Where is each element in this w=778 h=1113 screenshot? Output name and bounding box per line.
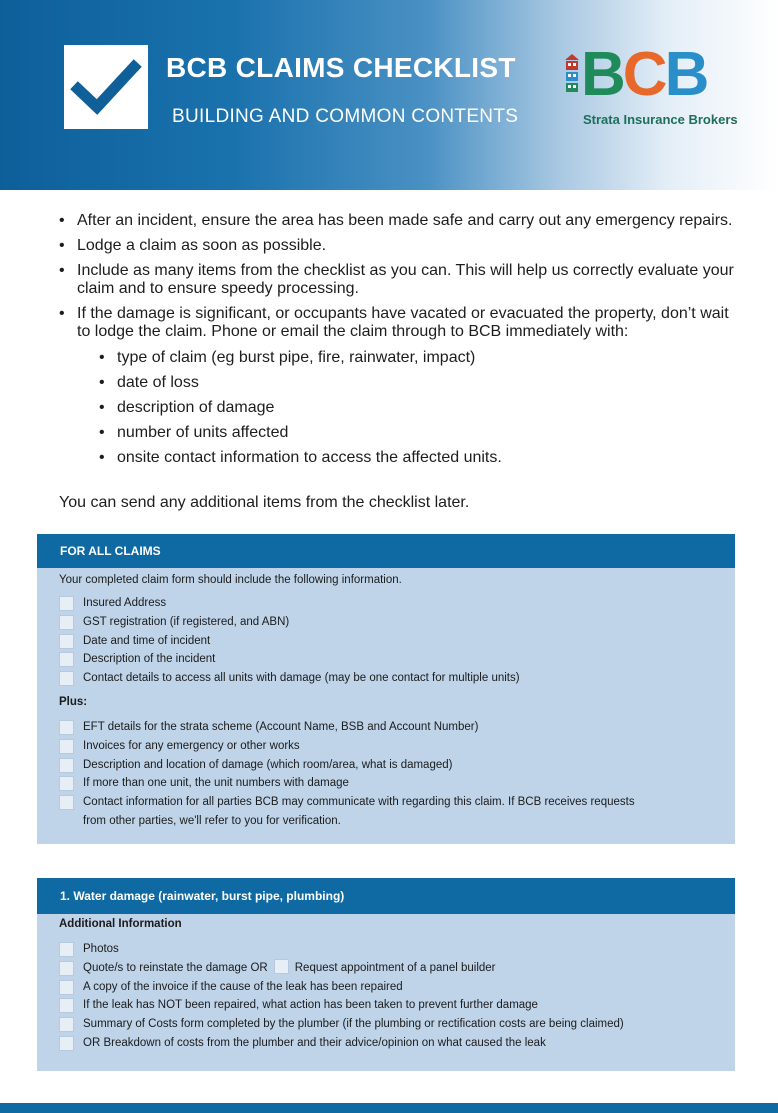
checklist-item[interactable] — [59, 756, 715, 775]
checklist — [59, 594, 715, 688]
checklist-item[interactable] — [59, 1015, 715, 1034]
page-subtitle: BUILDING AND COMMON CONTENTS — [172, 106, 519, 127]
intro-bullet: • Lodge a claim as soon as possible. — [59, 237, 739, 255]
checklist-label: If more than one unit, the unit numbers with damage — [83, 777, 349, 790]
checkbox[interactable] — [59, 980, 74, 995]
checklist-label: Date and time of incident — [83, 634, 211, 647]
checklist-item[interactable] — [59, 718, 715, 737]
checklist-item[interactable] — [59, 978, 715, 997]
checkbox[interactable] — [59, 615, 74, 630]
checklist-label: Summary of Costs form completed by the plumber (if the plumbing or rectification costs are being claimed) — [83, 1018, 624, 1031]
checklist-label: Quote/s to reinstate the damage OR — [83, 961, 268, 974]
checkbox[interactable] — [59, 671, 74, 686]
section-heading: FOR ALL CLAIMS — [37, 534, 735, 568]
intro-sub-bullet: • number of units affected — [99, 424, 739, 442]
logo-letter-b: B — [581, 40, 623, 109]
checklist-label: A copy of the invoice if the cause of the leak has been repaired — [83, 980, 403, 993]
checklist-label: GST registration (if registered, and ABN) — [83, 615, 290, 628]
intro-bullet: • Include as many items from the checklist as you can. This will help us correctly evaluate your claim and to ensure speedy processing. — [59, 262, 739, 298]
checklist-item[interactable] — [59, 650, 715, 669]
checkbox[interactable] — [59, 1017, 74, 1032]
logo-tagline: Strata Insurance Brokers — [583, 112, 738, 127]
intro-bullet-text: If the damage is significant, or occupants have vacated or evacuated the property, don’t wait to lodge the claim. Phone or email the claim through to BCB immediately with: — [77, 305, 729, 340]
checkbox[interactable] — [59, 596, 74, 611]
page-title: BCB CLAIMS CHECKLIST — [166, 52, 516, 83]
checklist-item[interactable] — [59, 613, 715, 632]
additional-info-label: Additional Information — [59, 918, 182, 930]
checklist-item[interactable] — [59, 793, 715, 831]
checkbox[interactable] — [59, 634, 74, 649]
intro-bullet — [59, 305, 739, 467]
section-body — [37, 914, 735, 1053]
house-icon — [565, 54, 579, 94]
section-body — [37, 568, 735, 831]
checklist-label: EFT details for the strata scheme (Account Name, BSB and Account Number) — [83, 720, 479, 733]
checklist-item[interactable] — [59, 996, 715, 1015]
checklist-label: Request appointment of a panel builder — [294, 961, 496, 974]
intro-sub-bullet: • date of loss — [99, 374, 739, 392]
checkbox[interactable] — [59, 758, 74, 773]
checklist-item[interactable] — [59, 1034, 715, 1053]
logo-wordmark — [581, 40, 707, 109]
checklist-label: OR Breakdown of costs from the plumber and their advice/opinion on what caused the leak — [83, 1036, 546, 1049]
checklist-item[interactable] — [59, 959, 715, 978]
checklist-item[interactable] — [59, 737, 715, 756]
water-damage-section — [37, 878, 735, 1071]
intro-outro: You can send any additional items from the checklist later. — [59, 494, 470, 511]
checklist-label: Contact details to access all units with damage (may be one contact for multiple units) — [83, 672, 520, 685]
checkbox[interactable] — [59, 942, 74, 957]
logo-letter-b-second: B — [664, 40, 707, 109]
checklist-label: Description of the incident — [83, 653, 216, 666]
checkbox[interactable] — [59, 998, 74, 1013]
checkbox[interactable] — [59, 776, 74, 791]
intro-sub-bullet: • description of damage — [99, 399, 739, 417]
intro-instructions — [59, 212, 739, 512]
checklist-label: Photos — [83, 943, 119, 955]
panel-builder-checkbox[interactable] — [274, 959, 289, 974]
checklist-item[interactable] — [59, 774, 715, 793]
checklist-item[interactable] — [59, 594, 715, 613]
footer-bar — [0, 1103, 778, 1113]
page-header — [0, 0, 778, 190]
checkbox[interactable] — [59, 739, 74, 754]
intro-bullet-list — [59, 212, 739, 467]
checkbox[interactable] — [59, 961, 74, 976]
checklist-label: Invoices for any emergency or other works — [83, 739, 300, 752]
all-claims-section — [37, 534, 735, 844]
section-heading: 1. Water damage (rainwater, burst pipe, plumbing) — [37, 878, 735, 914]
checklist-item[interactable] — [59, 632, 715, 651]
checklist-label: Insured Address — [83, 597, 167, 609]
logo-letter-c: C — [622, 40, 665, 109]
checklist-item[interactable] — [59, 940, 715, 959]
checkbox[interactable] — [59, 1036, 74, 1051]
checkbox[interactable] — [59, 652, 74, 667]
plus-label: Plus: — [59, 695, 88, 708]
checklist-label: If the leak has NOT been repaired, what action has been taken to prevent further damage — [83, 999, 538, 1012]
bcb-logo — [565, 40, 738, 130]
checklist — [59, 940, 715, 1053]
plus-checklist — [59, 718, 715, 831]
section-intro: Your completed claim form should include the following information. — [59, 574, 402, 586]
checkbox[interactable] — [59, 795, 74, 810]
checklist-label: Description and location of damage (which room/area, what is damaged) — [83, 758, 453, 771]
intro-sub-bullet: • type of claim (eg burst pipe, fire, rainwater, impact) — [99, 349, 739, 367]
checklist-item[interactable] — [59, 669, 715, 688]
checkmark-icon — [64, 45, 148, 129]
checkbox[interactable] — [59, 720, 74, 735]
intro-sub-list — [99, 349, 739, 467]
intro-sub-bullet: • onsite contact information to access the affected units. — [99, 449, 739, 467]
intro-bullet: • After an incident, ensure the area has been made safe and carry out any emergency repairs. — [59, 212, 739, 230]
checklist-label: Contact information for all parties BCB may communicate with regarding this claim. If BCB receives requests from other parties, we'll refer to you for verification. — [83, 796, 635, 827]
